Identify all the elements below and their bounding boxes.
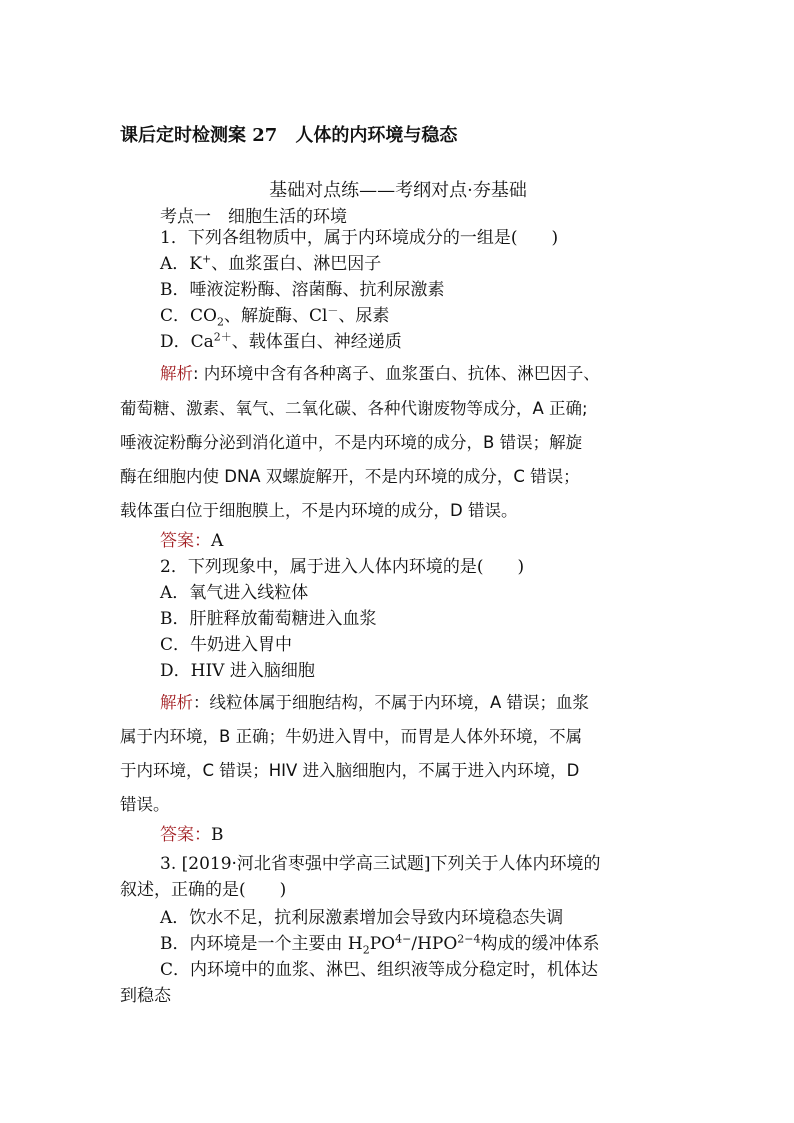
q2-explanation-line1: 解析：线粒体属于细胞结构，不属于内环境，A 错误；血浆	[160, 693, 590, 712]
knowledge-point-heading: 考点一 细胞生活的环境	[160, 207, 347, 227]
q2-stem: 2．下列现象中，属于进入人体内环境的是( )	[160, 557, 525, 577]
q1-option-c: C．$CO_2$、解旋酶、Cl－、尿素	[160, 304, 390, 329]
q3-stem-line1: 3. [2019·河北省枣强中学高三试题]下列关于人体内环境的	[160, 854, 601, 874]
q1-option-a: A．K+、血浆蛋白、淋巴因子	[160, 252, 382, 274]
q2-option-b: B．肝脏释放葡萄糖进入血浆	[160, 609, 377, 629]
q2-explanation-line3: 于内环境，C 错误；HIV 进入脑细胞内，不属于进入内环境，D	[120, 761, 580, 780]
q1-explanation-line1: 解析: 内环境中含有各种离子、血浆蛋白、抗体、淋巴因子、	[160, 364, 600, 383]
q3-option-c-line2: 到稳态	[120, 986, 171, 1006]
q3-option-c-line1: C．内环境中的血浆、淋巴、组织液等成分稳定时，机体达	[160, 960, 599, 980]
q2-explanation-line4: 错误。	[120, 795, 170, 814]
q2-option-c: C．牛奶进入胃中	[160, 635, 293, 655]
q1-explanation-line4: 酶在细胞内使 DNA 双螺旋解开，不是内环境的成分，C 错误；	[120, 467, 580, 486]
explanation-label: 解析	[160, 693, 193, 712]
q3-option-b: B．内环境是一个主要由 $H_2PO^{4-}/HPO^{2-4}$构成的缓冲体系	[160, 932, 600, 957]
document-title: 课后定时检测案 27 人体的内环境与稳态	[120, 125, 458, 146]
q3-stem-line2: 叙述，正确的是( )	[120, 880, 287, 900]
answer-label: 答案：	[160, 825, 211, 845]
q2-option-a: A．氧气进入线粒体	[160, 583, 309, 603]
q1-explanation-line5: 载体蛋白位于细胞膜上，不是内环境的成分，D 错误。	[120, 501, 518, 520]
q2-answer: 答案：B	[160, 825, 224, 845]
q2-option-d: D．HIV 进入脑细胞	[160, 661, 315, 681]
q2-explanation-line2: 属于内环境，B 正确；牛奶进入胃中，而胃是人体外环境，不属	[120, 727, 583, 746]
q1-explanation-line2: 葡萄糖、激素、氧气、二氧化碳、各种代谢废物等成分，A 正确;	[120, 399, 588, 418]
section-heading: 基础对点练——考纲对点·夯基础	[269, 180, 527, 201]
answer-label: 答案：	[160, 531, 211, 551]
q1-explanation-line3: 唾液淀粉酶分泌到消化道中，不是内环境的成分，B 错误；解旋	[120, 433, 583, 452]
q3-option-a: A．饮水不足，抗利尿激素增加会导致内环境稳态失调	[160, 908, 564, 928]
q1-stem: 1．下列各组物质中，属于内环境成分的一组是( )	[160, 228, 559, 248]
q1-option-d: D．$Ca^{2+}$、载体蛋白、神经递质	[160, 330, 402, 352]
q1-option-b: B．唾液淀粉酶、溶菌酶、抗利尿激素	[160, 280, 445, 300]
explanation-label: 解析	[160, 364, 193, 383]
q1-answer: 答案：A	[160, 531, 224, 551]
